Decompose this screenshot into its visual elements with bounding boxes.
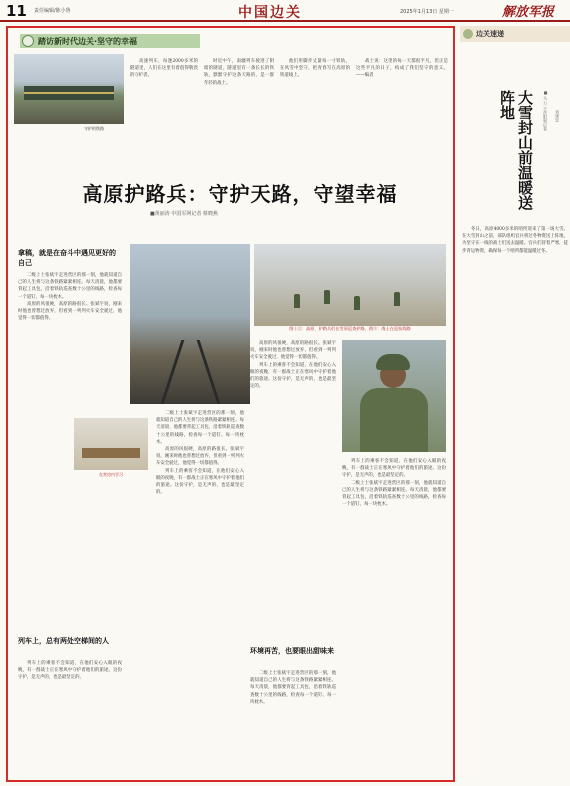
- right-panel-author-2: 刘建忠: [555, 110, 560, 122]
- page-number: 11: [6, 2, 27, 20]
- soldiers-photo: [254, 244, 446, 326]
- train-caption: 守护的铁路: [84, 126, 104, 131]
- banner-text: 踏访新时代边关·坚守的幸福: [38, 37, 138, 46]
- subhead-2: 列车上，总有两处空梯间的人: [18, 637, 109, 645]
- body-paragraph: 高原的风很硬，高原的路很长。张斌宇说，刚来时他也曾想过放弃，但看到一列列火车安全驶过，他觉得一切都值得。: [156, 447, 244, 467]
- rail-left: [159, 340, 185, 404]
- right-panel-headline: 大雪封山前温暖送阵地: [498, 90, 534, 210]
- body-paragraph: 二级上士张斌宇走进营区的那一刻，他就知道自己的人生将与这条铁路紧紧相连。每天清晨，他都要背起工具包，沿着铁轨巡查数十公里的线路，检查每一个道钉、每一块枕木。: [250, 671, 336, 705]
- body-paragraph: 高原的风很硬，高原的路很长。张斌宇说，刚来时他也曾想过放弃，但看到一列列火车安全驶过，他觉得一切都值得。: [18, 301, 122, 322]
- leaf-icon: [463, 29, 473, 39]
- soldier-figure: [354, 296, 360, 310]
- compass-icon: [22, 35, 34, 47]
- page-masthead: [0, 0, 570, 22]
- top-column-2: [204, 58, 274, 130]
- body-paragraph: 二级上士张斌宇走进营区的那一刻，他就知道自己的人生将与这条铁路紧紧相连。每天清晨，他都要背起工具包，沿着铁轨巡查数十公里的线路，检查每一个道钉、每一块枕木。: [342, 480, 446, 508]
- railway-photo: [130, 244, 250, 404]
- train-photo: [14, 54, 124, 124]
- intro-paragraph: 他们用脚步丈量每一寸铁轨，在风雪中坚守，把青春写在高原的铁道线上。: [280, 59, 350, 79]
- series-banner: [20, 34, 200, 48]
- office-photo: [74, 418, 148, 470]
- top-column-1: [130, 58, 198, 130]
- article-headline: 高原护路兵：守护天路，守望幸福: [82, 182, 398, 206]
- issue-date: 2025年1月13日 星期一: [400, 9, 454, 15]
- train-stripe: [24, 92, 114, 94]
- photo-caption: 图①②：高原，护路兵们在雪原巡查护路。图③：战士在巡检线路: [289, 326, 411, 331]
- body-paragraph: 列车上的乘客不会知道，在他们安心入眠的夜晚，有一群战士正在寒风中守护着他们的旅途。这份守护，是无声的，也是最坚定的。: [18, 661, 122, 681]
- newspaper-logo: 解放军报: [502, 5, 555, 20]
- body-column-4: [342, 458, 446, 770]
- body-column-3b: [250, 670, 336, 770]
- body-paragraph: 列车上的乘客不会知道，在他们安心入眠的夜晚，有一群战士正在寒风中守护着他们的旅途。这份守护，是无声的，也是最坚定的。: [156, 468, 244, 496]
- intro-paragraph: 战士说：这里的每一天都很平凡，但正是这些平凡的日子，构成了我们坚守的意义。——编者: [356, 59, 448, 79]
- top-column-4: [356, 58, 448, 130]
- person-body: [360, 388, 428, 452]
- body-column-3: [250, 340, 336, 640]
- right-news-panel: [460, 26, 570, 782]
- right-panel-label: 边关速递: [476, 30, 504, 38]
- top-column-3: [280, 58, 350, 130]
- right-panel-author: ■ 马 力 王浩阳和记者: [543, 90, 548, 131]
- body-paragraph: 列车上的乘客不会知道，在他们安心入眠的夜晚，有一群战士正在寒风中守护着他们的旅途。这份守护，是无声的，也是最坚定的。: [250, 362, 336, 390]
- intro-paragraph: 时近中午，南疆列车驶进了阴暗的隧道，隧道里有一条长长的铁轨，默默守护这条天路的，是一群年轻的战士。: [204, 59, 274, 86]
- article-byline: ■黄丽涛 中国军网记者 蔡晓燕: [150, 211, 218, 217]
- body-paragraph: 二级上士张斌宇走进营区的那一刻，他就知道自己的人生将与这条铁路紧紧相连。每天清晨，他都要背起工具包，沿着铁轨巡查数十公里的线路，检查每一个道钉、每一块枕木。: [18, 273, 122, 300]
- soldier-figure: [324, 290, 330, 304]
- body-column-1: [18, 272, 122, 554]
- rail-right: [197, 340, 223, 404]
- intro-paragraph: 高速列车，每逢2000多米的隧道里，人们在这里有着值得敬畏的守护者。: [130, 59, 198, 79]
- right-panel-body: [462, 226, 568, 776]
- soldier-portrait-photo: [342, 340, 446, 452]
- office-caption: 在营房内学习: [99, 472, 123, 477]
- body-column-1b: [18, 660, 122, 770]
- section-title: 中国边关: [238, 5, 302, 21]
- person-helmet: [376, 354, 410, 370]
- subhead-3: 环境再苦，也要眼出甜味来: [250, 647, 334, 655]
- soldier-figure: [394, 292, 400, 306]
- editor-info: 责任编辑/陈小鲁: [34, 8, 71, 14]
- right-panel-header: [460, 26, 570, 42]
- body-paragraph: 二级上士张斌宇走进营区的那一刻，他就知道自己的人生将与这条铁路紧紧相连。每天清晨，他都要背起工具包，沿着铁轨巡查数十公里的线路，检查每一个道钉、每一块枕木。: [156, 411, 244, 445]
- body-column-2: [156, 410, 244, 770]
- body-paragraph: 高原的风很硬，高原的路很长。张斌宇说，刚来时他也曾想过放弃，但看到一列列火车安全驶过，他觉得一切都值得。: [250, 341, 336, 361]
- soldier-figure: [294, 294, 300, 308]
- desk-shape: [82, 448, 140, 458]
- body-paragraph: 列车上的乘客不会知道，在他们安心入眠的夜晚，有一群战士正在寒风中守护着他们的旅途。这份守护，是无声的，也是最坚定的。: [342, 459, 446, 479]
- right-panel-paragraph: 冬日，高原4000多米的哨所迎来了第一场大雪。在大雪封山之前，部队组织官兵将过冬物资送上阵地，为坚守在一线的战士们送去温暖。官兵们冒着严寒，徒步背运物资，确保每一个哨所都能温暖过冬。: [462, 227, 568, 254]
- subhead-1: 拿稿，就是在奋斗中遇见更好的自己: [18, 249, 116, 267]
